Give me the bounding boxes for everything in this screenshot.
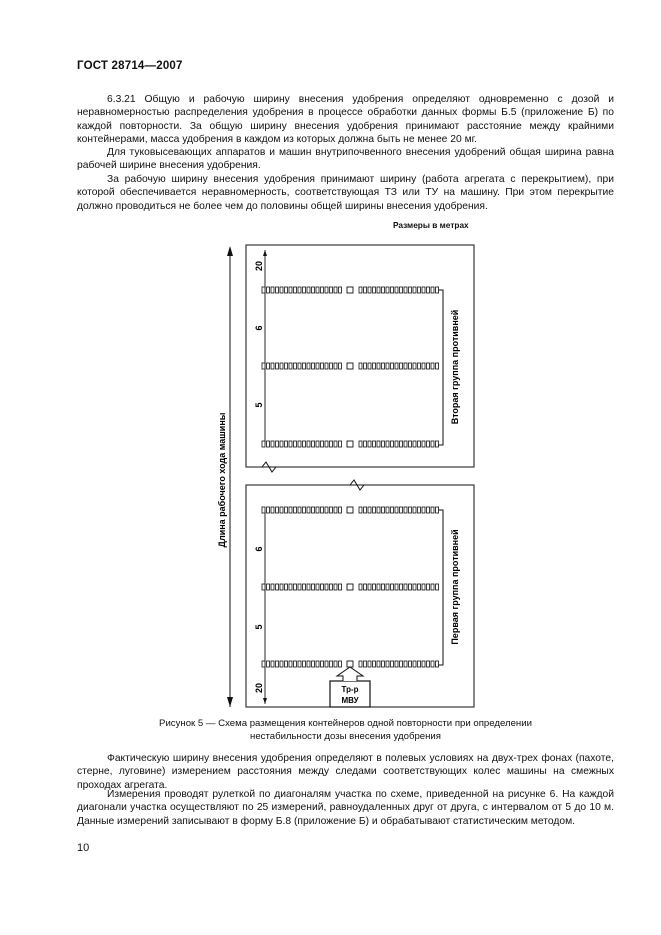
container (373, 507, 376, 513)
container (364, 363, 367, 369)
container (436, 441, 439, 447)
container (427, 584, 430, 590)
container (280, 441, 283, 447)
container (382, 441, 385, 447)
container (364, 661, 367, 667)
container (271, 584, 274, 590)
container (422, 441, 425, 447)
container (359, 584, 362, 590)
container (373, 363, 376, 369)
container (303, 507, 306, 513)
container (368, 661, 371, 667)
container (400, 363, 403, 369)
container (325, 584, 328, 590)
container (422, 661, 425, 667)
container (395, 363, 398, 369)
container (359, 661, 362, 667)
container (294, 287, 297, 293)
paragraph-actual-width: Фактическую ширину внесения удобрения определяют в полевых условиях на двух-трех фонах (пахоте, стерне, луговине) измерением расстояния между следами соответствующих колес машины на смежных проходах агрегата. (77, 753, 614, 791)
container (303, 661, 306, 667)
container (280, 661, 283, 667)
container (377, 441, 380, 447)
container (325, 507, 328, 513)
container (395, 507, 398, 513)
container (267, 363, 270, 369)
direction-arrow-icon (337, 667, 363, 681)
container (262, 661, 265, 667)
container (262, 507, 265, 513)
container (330, 363, 333, 369)
container (334, 441, 337, 447)
container (334, 661, 337, 667)
container (316, 287, 319, 293)
container (325, 363, 328, 369)
container (294, 507, 297, 513)
container (409, 661, 412, 667)
container (391, 661, 394, 667)
container (334, 287, 337, 293)
arrow-up-icon (227, 246, 233, 256)
container (262, 441, 265, 447)
container (276, 584, 279, 590)
container (418, 661, 421, 667)
container (395, 584, 398, 590)
container (280, 507, 283, 513)
container (377, 584, 380, 590)
container (321, 584, 324, 590)
container (413, 661, 416, 667)
container (312, 661, 315, 667)
container (285, 287, 288, 293)
container (391, 584, 394, 590)
dimensions-note: Размеры в метрах (393, 220, 469, 230)
container (312, 584, 315, 590)
container (404, 363, 407, 369)
container (298, 363, 301, 369)
container (404, 584, 407, 590)
container (413, 287, 416, 293)
container (400, 584, 403, 590)
container (298, 661, 301, 667)
container (400, 507, 403, 513)
document-header: ГОСТ 28714—2007 (77, 60, 183, 72)
container (289, 441, 292, 447)
container (262, 287, 265, 293)
paragraph-measurements: Измерения проводят рулеткой по диагоналям участка по схеме, приведенной на рисунке 6. На каждой диагонали участка осуществляют по 25 измерений, равноудаленных друг от друга, с интервалом от 5 до 10 м. Данные измерений записывают в форму Б.8 (приложение Б) и обрабатывают статистическим методом. (77, 789, 614, 827)
container (307, 287, 310, 293)
dim-20-top: 20 (254, 260, 264, 272)
container (359, 287, 362, 293)
container (280, 584, 283, 590)
container (330, 507, 333, 513)
container (316, 661, 319, 667)
container (386, 507, 389, 513)
container (364, 584, 367, 590)
container (316, 441, 319, 447)
container (325, 287, 328, 293)
container (280, 363, 283, 369)
container (364, 441, 367, 447)
container (280, 287, 283, 293)
dim-5-bottom: 5 (254, 624, 264, 630)
container (413, 441, 416, 447)
mvu-label: МВУ (341, 696, 359, 705)
container (377, 507, 380, 513)
container (294, 441, 297, 447)
container (307, 584, 310, 590)
container (334, 363, 337, 369)
container (303, 584, 306, 590)
container (294, 661, 297, 667)
container (294, 363, 297, 369)
container (404, 287, 407, 293)
container (386, 287, 389, 293)
container (339, 584, 342, 590)
container (339, 441, 342, 447)
container (289, 584, 292, 590)
container (436, 507, 439, 513)
container (267, 584, 270, 590)
container (307, 363, 310, 369)
dim-20-bottom: 20 (254, 682, 264, 694)
figure-caption (77, 717, 614, 743)
container (312, 441, 315, 447)
container (386, 661, 389, 667)
container (364, 507, 367, 513)
container (321, 441, 324, 447)
container (321, 661, 324, 667)
container (298, 287, 301, 293)
container (431, 507, 434, 513)
container (422, 287, 425, 293)
container (418, 287, 421, 293)
container (364, 287, 367, 293)
container (271, 661, 274, 667)
caption-line-1: Рисунок 5 — Схема размещения контейнеров одной повторности при определении (159, 718, 532, 729)
container-rows (262, 287, 439, 667)
container (373, 287, 376, 293)
paragraph-fertilizer-machines: Для туковысевающих аппаратов и машин внутрипочвенного внесения удобрений общая ширина равна рабочей ширине внесения удобрения. (77, 147, 614, 172)
container (267, 441, 270, 447)
container (285, 507, 288, 513)
container (436, 363, 439, 369)
container (409, 507, 412, 513)
container (359, 363, 362, 369)
paragraph-working-width: За рабочую ширину внесения удобрения принимают ширину (работа агрегата с перекрытием), при которой обеспечивается неравномерность, соответствующая ТЗ или ТУ на машину. При этом перекрытие должно проводиться не более чем до половины общей ширины внесения удобрения. (77, 174, 614, 212)
container (418, 584, 421, 590)
container (276, 661, 279, 667)
container (312, 363, 315, 369)
container (321, 363, 324, 369)
container (373, 661, 376, 667)
container (395, 661, 398, 667)
container (382, 287, 385, 293)
center-container (347, 661, 353, 667)
container (307, 441, 310, 447)
container (262, 584, 265, 590)
container (289, 287, 292, 293)
container (298, 441, 301, 447)
container (395, 441, 398, 447)
container (289, 661, 292, 667)
dim-6-top: 6 (254, 325, 264, 331)
container (391, 507, 394, 513)
container (276, 363, 279, 369)
container (368, 507, 371, 513)
container (431, 584, 434, 590)
container (316, 363, 319, 369)
container (330, 441, 333, 447)
container (391, 441, 394, 447)
container (359, 507, 362, 513)
container (373, 584, 376, 590)
container (285, 661, 288, 667)
container (334, 507, 337, 513)
container (267, 661, 270, 667)
container (368, 287, 371, 293)
container (339, 287, 342, 293)
container (285, 363, 288, 369)
container (377, 287, 380, 293)
container (404, 507, 407, 513)
container (289, 363, 292, 369)
container (409, 584, 412, 590)
arrow-down-icon (263, 698, 267, 704)
container (418, 363, 421, 369)
container (422, 584, 425, 590)
container (267, 507, 270, 513)
container (276, 507, 279, 513)
container (431, 441, 434, 447)
container (271, 363, 274, 369)
container (312, 507, 315, 513)
container (325, 661, 328, 667)
container (413, 363, 416, 369)
page-number: 10 (77, 842, 90, 854)
center-container (347, 507, 353, 513)
container (321, 287, 324, 293)
center-container (347, 441, 353, 447)
break-line-top (246, 462, 474, 472)
container (303, 441, 306, 447)
container (427, 507, 430, 513)
container (404, 661, 407, 667)
container (307, 661, 310, 667)
container (368, 363, 371, 369)
container (312, 287, 315, 293)
container (271, 441, 274, 447)
container (431, 287, 434, 293)
container (276, 287, 279, 293)
container (330, 584, 333, 590)
container (368, 584, 371, 590)
container (368, 441, 371, 447)
length-label: Длина рабочего хода машины (217, 412, 227, 548)
container (413, 584, 416, 590)
container (404, 441, 407, 447)
group-1-label: Первая группа противней (450, 529, 460, 645)
container (427, 661, 430, 667)
center-container (347, 584, 353, 590)
container (373, 441, 376, 447)
container (307, 507, 310, 513)
container (409, 287, 412, 293)
container (271, 287, 274, 293)
tractor-label: Тр-р (341, 685, 359, 694)
container (436, 661, 439, 667)
group-2-label: Вторая группа противней (450, 309, 460, 425)
container (316, 507, 319, 513)
container (436, 287, 439, 293)
center-container (347, 287, 353, 293)
container (418, 441, 421, 447)
container (285, 584, 288, 590)
container (325, 441, 328, 447)
container (339, 661, 342, 667)
container (377, 363, 380, 369)
container (330, 287, 333, 293)
dim-6-bottom: 6 (254, 546, 264, 552)
container (316, 584, 319, 590)
container (339, 507, 342, 513)
container (262, 363, 265, 369)
container (267, 287, 270, 293)
container (289, 507, 292, 513)
container (418, 507, 421, 513)
arrow-down-icon (227, 697, 233, 707)
container (436, 584, 439, 590)
container (409, 363, 412, 369)
container (321, 507, 324, 513)
container (339, 363, 342, 369)
container (276, 441, 279, 447)
container (391, 287, 394, 293)
container (391, 363, 394, 369)
container (382, 661, 385, 667)
arrow-up-icon (263, 250, 267, 256)
container (427, 363, 430, 369)
container (413, 507, 416, 513)
field-section-upper (246, 245, 474, 467)
container (298, 507, 301, 513)
paragraph-6-3-21: 6.3.21 Общую и рабочую ширину внесения удобрения определяют одновременно с дозой и неравномерностью распределения удобрения в процессе обработки данных формы Б.5 (приложение Б) по каждой повторности. За общую ширину внесения удобрения принимают расстояние между крайними контейнерами, масса удобрения в каждом из которых должна быть не менее 20 мг. (77, 94, 614, 146)
center-container (347, 363, 353, 369)
container (330, 661, 333, 667)
container (395, 287, 398, 293)
container (431, 363, 434, 369)
container (359, 441, 362, 447)
container (271, 507, 274, 513)
container (409, 441, 412, 447)
container (400, 441, 403, 447)
container (386, 584, 389, 590)
container (298, 584, 301, 590)
container (285, 441, 288, 447)
container (303, 363, 306, 369)
caption-line-2: нестабильности дозы внесения удобрения (250, 731, 441, 742)
container (400, 287, 403, 293)
container (382, 363, 385, 369)
container (382, 507, 385, 513)
container (400, 661, 403, 667)
container (422, 507, 425, 513)
container (382, 584, 385, 590)
container (334, 584, 337, 590)
container (427, 287, 430, 293)
container (386, 441, 389, 447)
dim-5-top: 5 (254, 402, 264, 408)
container (422, 363, 425, 369)
container (427, 441, 430, 447)
container (386, 363, 389, 369)
container (294, 584, 297, 590)
container (377, 661, 380, 667)
container (303, 287, 306, 293)
container (431, 661, 434, 667)
